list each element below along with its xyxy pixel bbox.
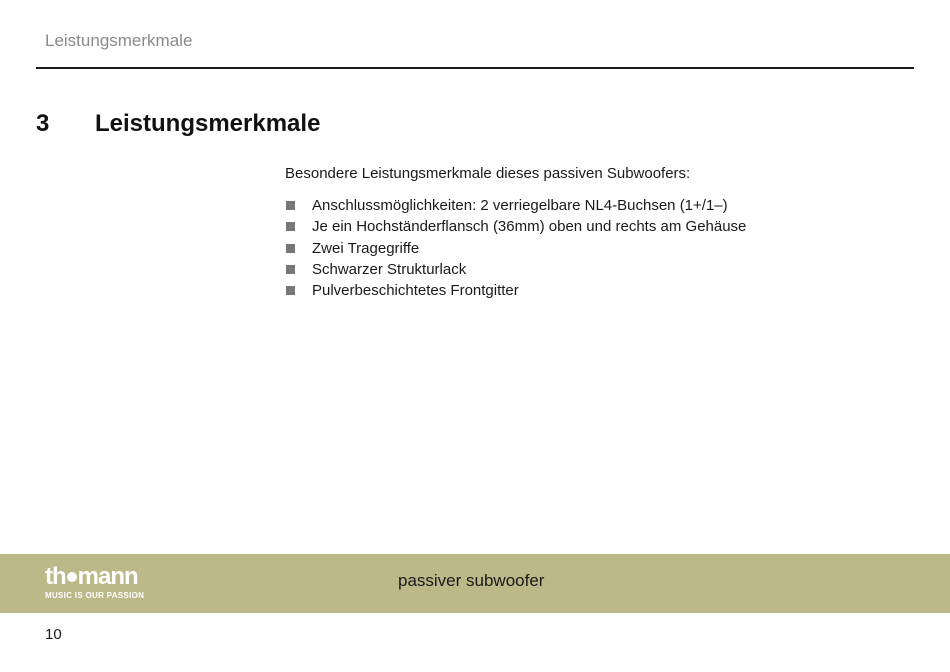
- intro-text: Besondere Leistungsmerkmale dieses passiven Subwoofers:: [285, 165, 691, 182]
- square-bullet-icon: [286, 265, 295, 274]
- list-item: [285, 280, 885, 301]
- logo-dot-icon: [67, 572, 77, 582]
- logo-text-end: mann: [77, 563, 138, 590]
- logo-wordmark: [45, 565, 144, 589]
- footer-band: [0, 554, 950, 613]
- chapter-content: [285, 164, 885, 301]
- chapter-number: 3: [36, 110, 50, 137]
- list-item: [285, 195, 885, 216]
- list-item: [285, 259, 885, 280]
- chapter-title: Leistungsmerkmale: [95, 110, 321, 137]
- logo-tagline: MUSIC IS OUR PASSION: [45, 591, 145, 600]
- feature-text: Schwarzer Strukturlack: [312, 260, 467, 278]
- logo-text-start: th: [45, 563, 66, 590]
- running-header: Leistungsmerkmale: [45, 31, 193, 50]
- product-name: passiver subwoofer: [398, 571, 545, 590]
- feature-text: Pulverbeschichtetes Frontgitter: [312, 282, 519, 300]
- list-item: [285, 238, 885, 259]
- page-number: 10: [45, 626, 62, 643]
- square-bullet-icon: [286, 222, 295, 231]
- square-bullet-icon: [286, 244, 295, 253]
- square-bullet-icon: [286, 286, 295, 295]
- thomann-logo: [45, 565, 144, 600]
- header-divider: [36, 67, 914, 69]
- feature-list: [285, 195, 885, 301]
- feature-text: Je ein Hochständerflansch (36mm) oben und rechts am Gehäuse: [312, 218, 747, 236]
- feature-text: Anschlussmöglichkeiten: 2 verriegelbare NL4-Buchsen (1+/1–): [312, 197, 728, 214]
- feature-text: Zwei Tragegriffe: [312, 239, 420, 257]
- list-item: [285, 216, 885, 237]
- square-bullet-icon: [286, 201, 295, 210]
